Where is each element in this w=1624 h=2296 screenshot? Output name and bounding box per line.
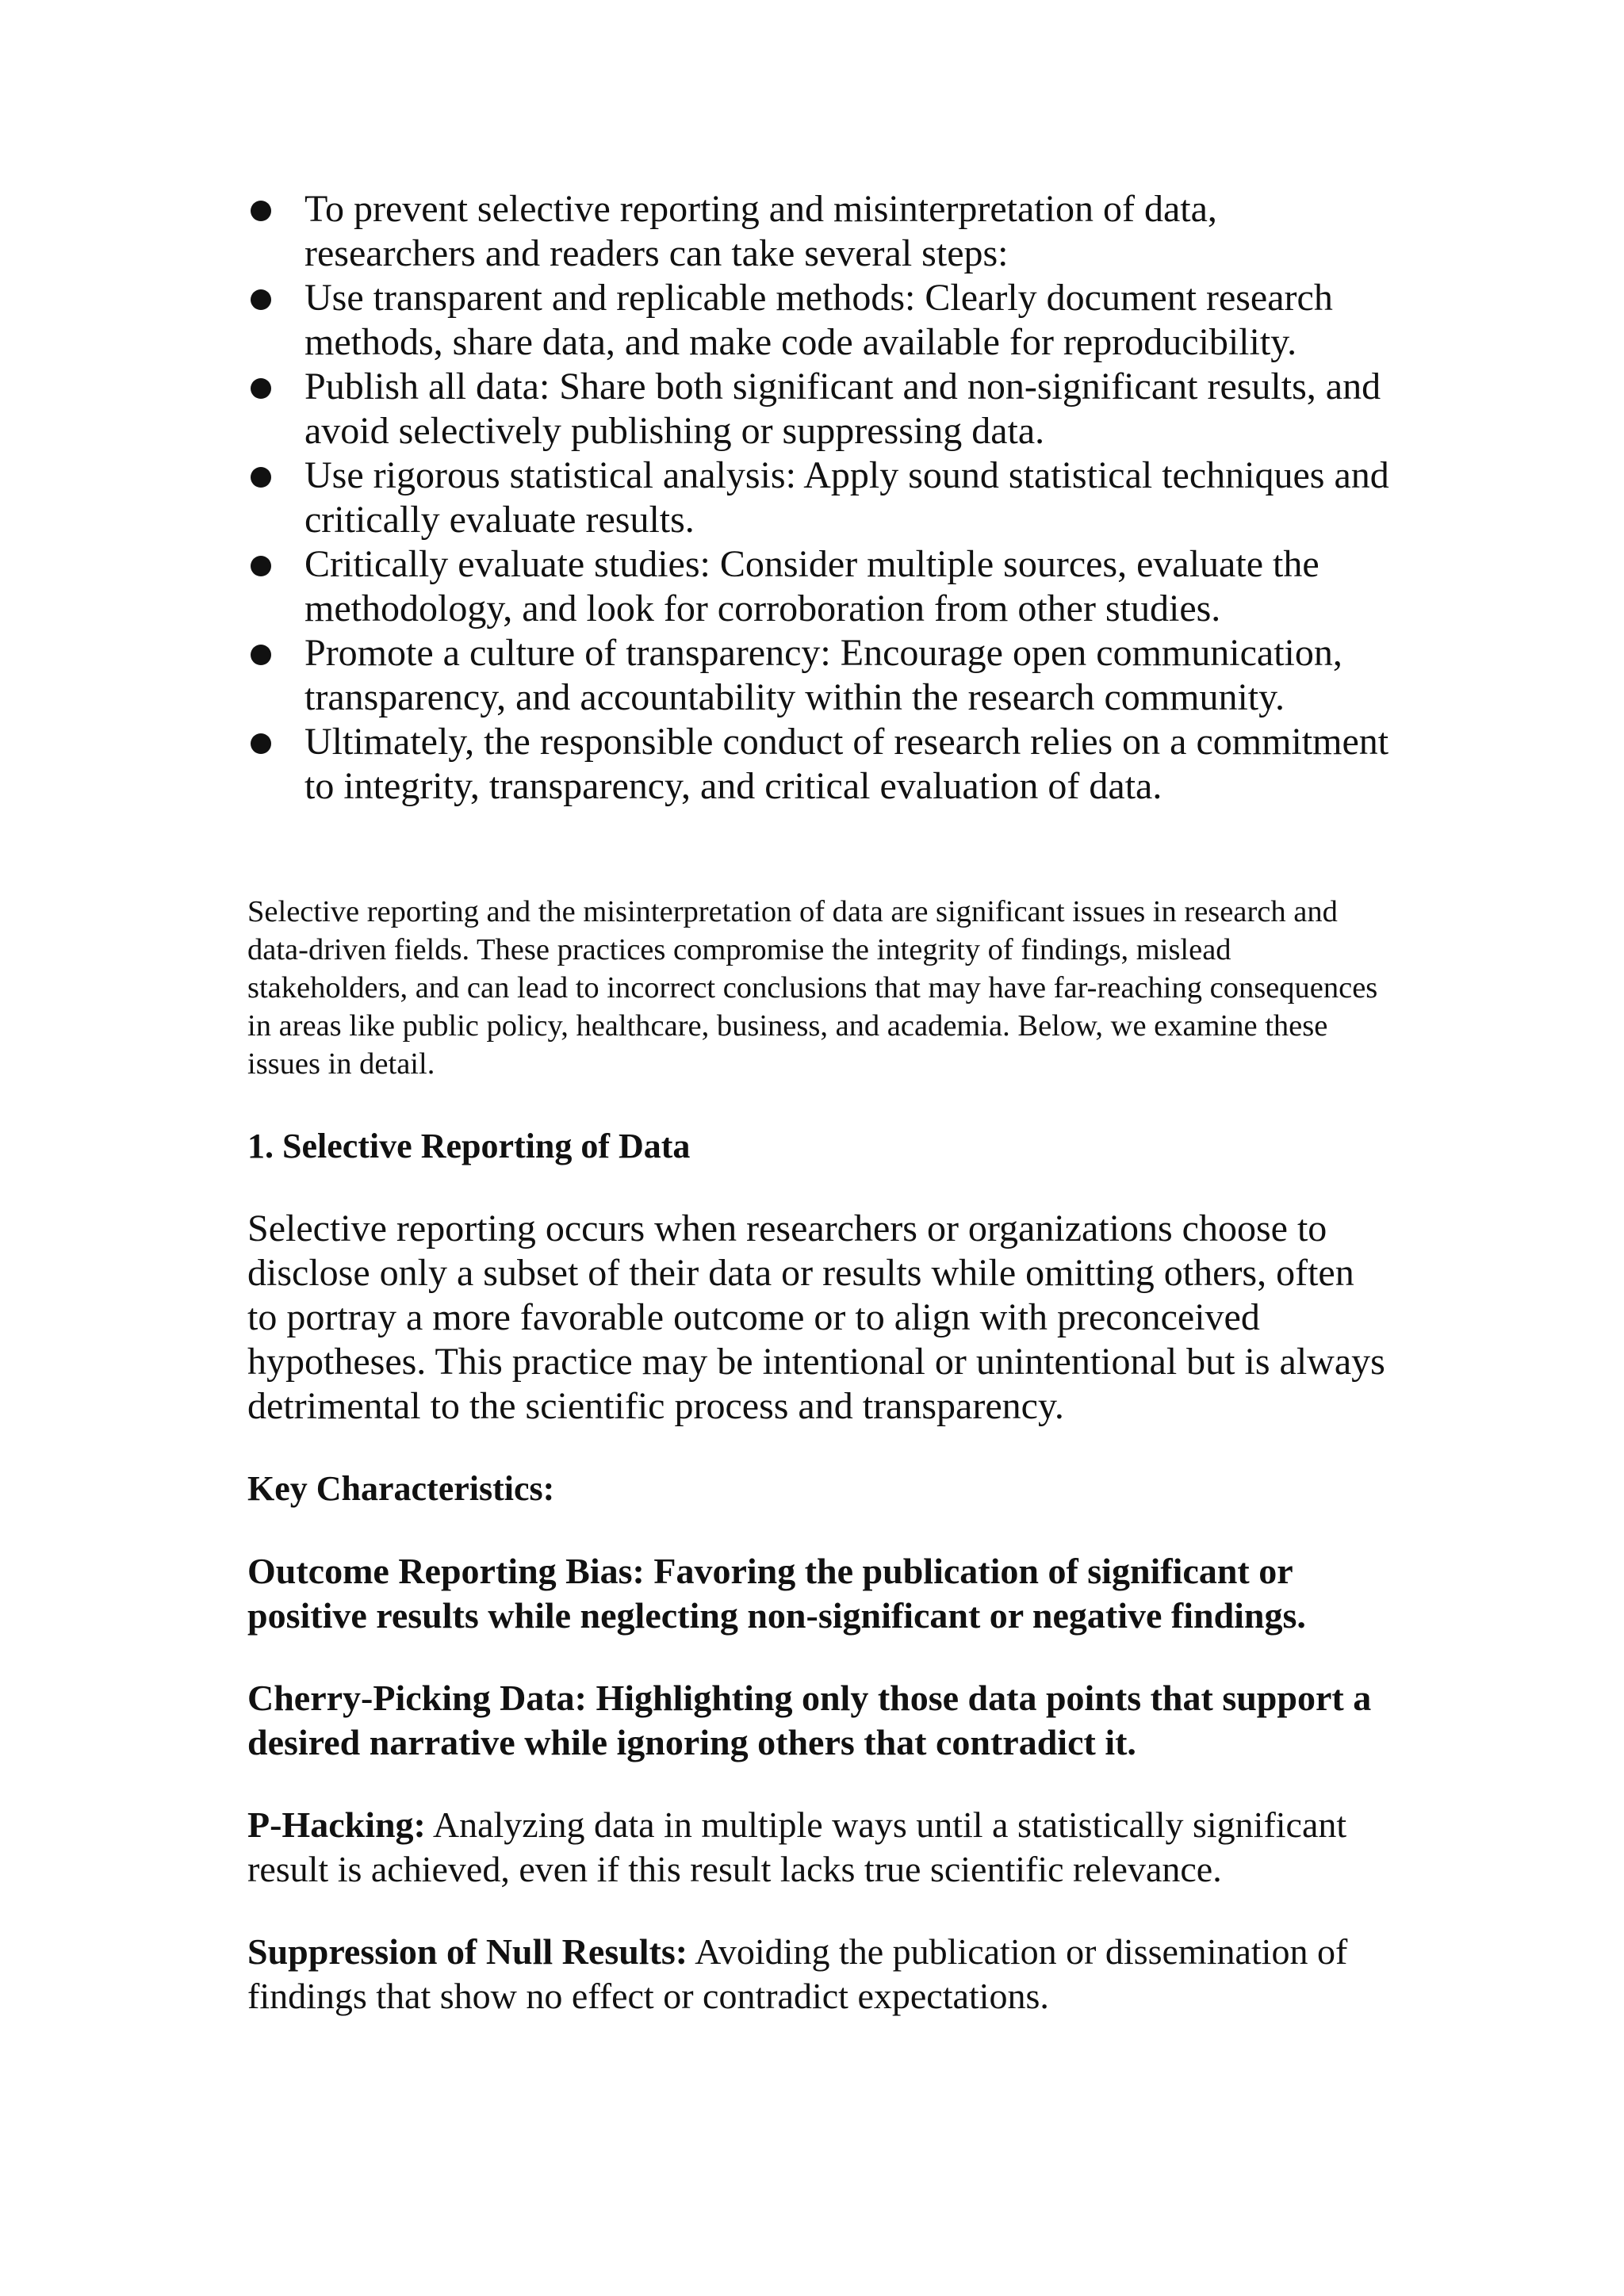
list-item bbox=[247, 720, 1389, 809]
list-item-text: Use rigorous statistical analysis: Apply sound statistical techniques and critically evaluate results. bbox=[304, 454, 1389, 541]
list-item bbox=[247, 187, 1389, 276]
characteristic-term: Cherry-Picking Data: bbox=[247, 1678, 587, 1718]
characteristic-suppression-of-null-results bbox=[247, 1930, 1389, 2019]
bullet-icon bbox=[251, 645, 271, 665]
list-item-text: Ultimately, the responsible conduct of research relies on a commitment to integrity, transparency, and critical evaluation of data. bbox=[304, 721, 1389, 807]
list-item bbox=[247, 453, 1389, 542]
bullet-icon bbox=[251, 289, 271, 310]
intro-paragraph: Selective reporting and the misinterpretation of data are significant issues in research and data-driven fields. These practices compromise the integrity of findings, mislead stakeholders, and can lead to incorrect conclusions that may have far-reaching consequences in areas like public policy, healthcare, business, and academia. Below, we examine these issues in detail. bbox=[247, 895, 1378, 1081]
section-heading: 1. Selective Reporting of Data bbox=[247, 1127, 691, 1165]
list-item bbox=[247, 276, 1389, 365]
list-item-text: To prevent selective reporting and misinterpretation of data, researchers and readers can take several steps: bbox=[304, 188, 1217, 274]
key-characteristics-heading: Key Characteristics: bbox=[247, 1469, 555, 1508]
list-item bbox=[247, 365, 1389, 453]
characteristic-outcome-reporting-bias bbox=[247, 1549, 1389, 1638]
characteristic-p-hacking bbox=[247, 1803, 1389, 1892]
list-item-text: Use transparent and replicable methods: Clearly document research methods, share data, and make code available for reproducibility. bbox=[304, 277, 1333, 363]
list-item-text: Critically evaluate studies: Consider multiple sources, evaluate the methodology, and look for corroboration from other studies. bbox=[304, 543, 1320, 629]
characteristic-text: Analyzing data in multiple ways until a statistically significant result is achieved, even if this result lacks true scientific relevance. bbox=[247, 1804, 1347, 1889]
characteristic-term: Outcome Reporting Bias: bbox=[247, 1551, 645, 1591]
list-item-text: Publish all data: Share both significant and non-significant results, and avoid selectively publishing or suppressing data. bbox=[304, 365, 1381, 452]
characteristic-term: P-Hacking: bbox=[247, 1804, 426, 1845]
characteristic-text: Highlighting only those data points that support a desired narrative while ignoring others that contradict it. bbox=[247, 1678, 1372, 1762]
list-item-text: Promote a culture of transparency: Encourage open communication, transparency, and accountability within the research community. bbox=[304, 632, 1342, 718]
section-body-paragraph: Selective reporting occurs when researchers or organizations choose to disclose only a subset of their data or results while omitting others, often to portray a more favorable outcome or to align with preconceived hypotheses. This practice may be intentional or unintentional but is always detrimental to the scientific process and transparency. bbox=[247, 1207, 1385, 1427]
steps-bullet-list bbox=[247, 187, 1389, 809]
bullet-icon bbox=[251, 556, 271, 576]
list-item bbox=[247, 542, 1389, 631]
characteristic-term: Suppression of Null Results: bbox=[247, 1931, 688, 1972]
bullet-icon bbox=[251, 467, 271, 488]
document-page bbox=[247, 187, 1389, 2019]
bullet-icon bbox=[251, 201, 271, 221]
list-item bbox=[247, 631, 1389, 720]
characteristic-text: Avoiding the publication or dissemination of findings that show no effect or contradict expectations. bbox=[247, 1931, 1348, 2016]
characteristic-text: Favoring the publication of significant or positive results while neglecting non-significant or negative findings. bbox=[247, 1551, 1306, 1636]
characteristic-cherry-picking bbox=[247, 1676, 1389, 1765]
bullet-icon bbox=[251, 733, 271, 754]
bullet-icon bbox=[251, 378, 271, 399]
